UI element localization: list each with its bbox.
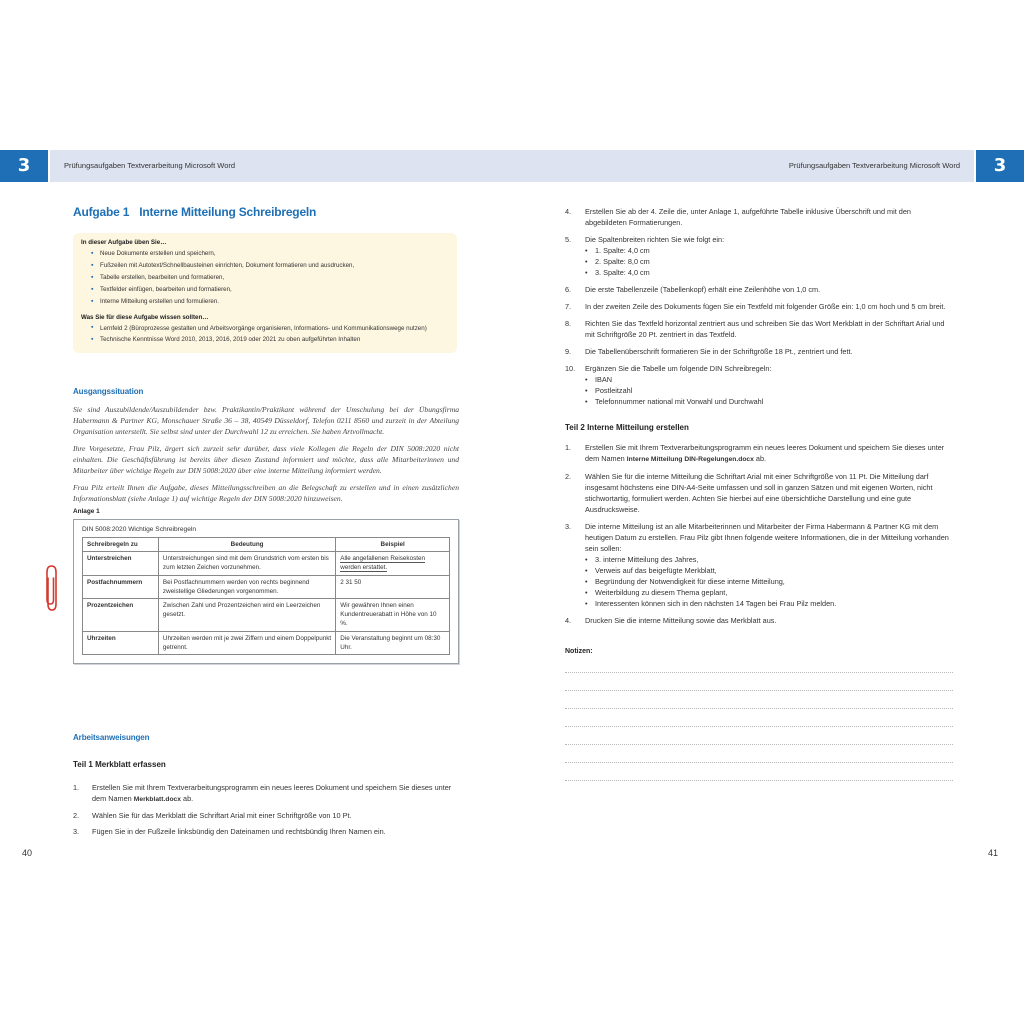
item-text: ab. <box>180 794 194 803</box>
list-item <box>73 782 463 805</box>
file-name: Merkblatt.docx <box>133 796 181 803</box>
rule-cell: Uhrzeiten <box>83 631 159 654</box>
rule-cell: Unterstreichen <box>83 552 159 575</box>
paperclip-icon <box>44 564 58 614</box>
item-number: 1. <box>565 443 572 452</box>
task-title <box>73 205 459 219</box>
list-item: ▪ Technische Kenntnisse Word 2010, 2013, 2016, 2019 oder 2021 zu oben aufgeführten Inhalten <box>81 334 451 346</box>
task-number: Aufgabe 1 <box>73 205 130 219</box>
note-line <box>565 763 953 781</box>
rule-cell: Postfachnummern <box>83 575 159 598</box>
item-text: Die Spaltenbreiten richten Sie wie folgt ein: <box>585 235 725 244</box>
chapter-number-right: 3 <box>976 150 1024 182</box>
rules-table <box>82 537 450 655</box>
running-title-right: Prüfungsaufgaben Textverarbeitung Microsoft Word <box>788 161 960 170</box>
sub-item: • 3. Spalte: 4,0 cm <box>585 267 953 278</box>
meaning-cell: Uhrzeiten werden mit je zwei Ziffern und einem Doppelpunkt getrennt. <box>158 631 335 654</box>
sub-item: • IBAN <box>585 374 953 385</box>
list-item <box>565 301 953 312</box>
list-item: ▪ Interne Mitteilung erstellen und formulieren. <box>81 296 451 308</box>
list-item <box>565 363 953 407</box>
anlage-label: Anlage 1 <box>73 508 100 515</box>
list-item: ▪ Tabelle erstellen, bearbeiten und formatieren, <box>81 272 451 284</box>
meaning-cell: Unterstreichungen sind mit dem Grundstrich vom ersten bis zum letzten Zeichen vorzunehmen. <box>158 552 335 575</box>
item-text: Erstellen Sie mit Ihrem Textverarbeitungsprogramm ein neues leeres Dokument und speichern Sie dieses unter dem Namen <box>585 443 945 463</box>
list-item <box>565 346 953 357</box>
teil1-heading: Teil 1 Merkblatt erfassen <box>73 760 166 769</box>
teil2-heading: Teil 2 Interne Mitteilung erstellen <box>565 423 689 432</box>
sub-item: • 3. interne Mitteilung des Jahres, <box>585 554 953 565</box>
sub-item: • 1. Spalte: 4,0 cm <box>585 245 953 256</box>
right-page <box>565 206 953 781</box>
item-text: Die Tabellenüberschrift formatieren Sie in der Schriftgröße 18 Pt., zentriert und fett. <box>585 347 853 356</box>
list-item <box>565 442 953 465</box>
situation-paragraph: Ihre Vorgesetzte, Frau Pilz, ärgert sich zurzeit sehr darüber, dass viele Kollegen die Regeln der DIN 5008:2020 nicht einhalten. Die Geschäftsführung ist bereits über diesen Zustand informiert und möchte, dass alle Mitarbeiterinnen und Mitarbeiter über wichtige Regeln zur DIN 5008:2020 über eine interne Mitteilung informiert werden. <box>73 444 459 475</box>
item-number: 6. <box>565 285 572 294</box>
item-number: 3. <box>73 827 80 836</box>
teil1-continued-list <box>565 206 953 407</box>
sub-item: • Telefonnummer national mit Vorwahl und Durchwahl <box>585 396 953 407</box>
table-row <box>83 631 450 654</box>
note-line <box>565 727 953 745</box>
task-name: Interne Mitteilung Schreibregeln <box>139 205 317 219</box>
page-number-left: 40 <box>22 848 33 858</box>
item-text: Die interne Mitteilung ist an alle Mitarbeiterinnen und Mitarbeiter der Firma Habermann & Partner KG mit dem heutigen Datum zu erstellen. Frau Pilz gibt Ihnen folgende weitere Informationen, die in der Mitteilung vorhanden sein sollen: <box>585 522 949 553</box>
note-line <box>565 745 953 763</box>
example-cell: Die Veranstaltung beginnt um 08:30 Uhr. <box>336 631 450 654</box>
notes-lines <box>565 655 953 781</box>
sub-item: • 2. Spalte: 8,0 cm <box>585 256 953 267</box>
item-number: 9. <box>565 347 572 356</box>
instructions-heading: Arbeitsanweisungen <box>73 733 150 742</box>
sub-list <box>585 554 953 609</box>
item-text: In der zweiten Zeile des Dokuments fügen Sie ein Textfeld mit folgender Größe ein: 1,0 cm hoch und 5 cm breit. <box>585 302 946 311</box>
item-number: 2. <box>73 811 80 820</box>
item-text: Fügen Sie in der Fußzeile linksbündig den Dateinamen und rechtsbündig Ihren Namen ein. <box>92 827 386 836</box>
item-number: 4. <box>565 616 572 625</box>
table-row <box>83 575 450 598</box>
item-text: Erstellen Sie ab der 4. Zeile die, unter Anlage 1, aufgeführte Tabelle inklusive Überschrift und mit den abgebildeten Formatierungen. <box>585 207 911 227</box>
info-box <box>73 233 457 353</box>
item-text: ab. <box>753 454 767 463</box>
example-cell <box>336 552 450 575</box>
item-number: 2. <box>565 472 572 481</box>
list-item <box>565 284 953 295</box>
note-line <box>565 691 953 709</box>
note-line <box>565 673 953 691</box>
underlined-example: Alle angefallenen Reisekosten werden erstattet. <box>340 555 425 572</box>
item-text: Erstellen Sie mit Ihrem Textverarbeitungsprogramm ein neues leeres Dokument und speichern Sie dieses unter dem Namen <box>92 783 452 803</box>
page-number-right: 41 <box>988 848 999 858</box>
list-item <box>565 234 953 278</box>
teil2-list <box>565 442 953 626</box>
list-item: ▪ Lernfeld 2 (Büroprozesse gestalten und Arbeitsvorgänge organisieren, Informations- und Kommunikationswege nutzen) <box>81 323 451 334</box>
sub-list <box>585 374 953 407</box>
running-title-left: Prüfungsaufgaben Textverarbeitung Microsoft Word <box>64 161 236 170</box>
list-item: ▪ Textfelder einfügen, bearbeiten und formatieren, <box>81 284 451 296</box>
info-heading-knowledge: Was Sie für diese Aufgabe wissen sollten… <box>81 314 209 321</box>
list-item <box>73 826 463 837</box>
sub-item: • Postleitzahl <box>585 385 953 396</box>
item-text: Wählen Sie für das Merkblatt die Schriftart Arial mit einer Schriftgröße von 10 Pt. <box>92 811 352 820</box>
rule-cell: Prozentzeichen <box>83 599 159 632</box>
example-cell: Wir gewähren Ihnen einen Kundentreuerabatt in Höhe von 10 %. <box>336 599 450 632</box>
left-page <box>73 205 459 664</box>
note-line <box>565 709 953 727</box>
meaning-cell: Bei Postfachnummern werden von rechts beginnend zweistellige Gliederungen vorgenommen. <box>158 575 335 598</box>
meaning-cell: Zwischen Zahl und Prozentzeichen wird ein Leerzeichen gesetzt. <box>158 599 335 632</box>
chapter-number-left: 3 <box>0 150 48 182</box>
item-number: 10. <box>565 364 576 373</box>
sub-item: • Weiterbildung zu diesem Thema geplant, <box>585 587 953 598</box>
practice-list <box>81 248 451 308</box>
item-text: Richten Sie das Textfeld horizontal zentriert aus und schreiben Sie das Wort Merkblatt in der Schriftart Arial und mit Schriftgröße 20 Pt. zentriert in das Textfeld. <box>585 319 945 339</box>
anlage-frame <box>73 519 459 664</box>
list-item: ▪ Fußzeilen mit Autotext/Schnellbausteinen einrichten, Dokument formatieren und ausdrucken, <box>81 260 451 272</box>
notes-heading: Notizen: <box>565 648 593 655</box>
item-number: 1. <box>73 783 80 792</box>
note-line <box>565 655 953 673</box>
sub-item: • Begründung der Notwendigkeit für diese interne Mitteilung, <box>585 576 953 587</box>
sub-item: • Verweis auf das beigefügte Merkblatt, <box>585 565 953 576</box>
list-item <box>73 810 463 821</box>
item-number: 5. <box>565 235 572 244</box>
situation-text <box>73 404 459 504</box>
item-number: 7. <box>565 302 572 311</box>
file-name: Interne Mitteilung DIN-Regelungen.docx <box>626 456 754 463</box>
list-item <box>565 471 953 515</box>
column-header: Beispiel <box>336 538 450 552</box>
example-cell: 2 31 50 <box>336 575 450 598</box>
situation-paragraph: Sie sind Auszubildende/Auszubildender bzw. Praktikantin/Praktikant während der Umschulung bei der Übungsfirma Habermann & Partner KG, Monschauer Straße 36 – 38, 40549 Düsseldorf, Telefon 0211 8560 und zurzeit in der Abteilung Organisation unterstellt. Sie selbst sind unter der Durchwahl 12 zu erreichen. Sie haben Artvollmacht. <box>73 405 459 436</box>
teil1-list <box>73 782 463 842</box>
info-heading-practice: In dieser Aufgabe üben Sie… <box>81 239 167 246</box>
list-item <box>565 615 953 626</box>
table-header-row <box>83 538 450 552</box>
item-text: Ergänzen Sie die Tabelle um folgende DIN Schreibregeln: <box>585 364 772 373</box>
list-item <box>565 206 953 228</box>
situation-heading: Ausgangssituation <box>73 387 144 396</box>
item-number: 3. <box>565 522 572 531</box>
sub-list <box>585 245 953 278</box>
table-row <box>83 552 450 575</box>
table-row <box>83 599 450 632</box>
header-band <box>0 150 1024 182</box>
list-item <box>565 521 953 609</box>
list-item: ▪ Neue Dokumente erstellen und speichern, <box>81 248 451 260</box>
column-header: Schreibregeln zu <box>83 538 159 552</box>
item-number: 4. <box>565 207 572 216</box>
knowledge-list <box>81 323 451 346</box>
item-text: Drucken Sie die interne Mitteilung sowie das Merkblatt aus. <box>585 616 777 625</box>
item-text: Die erste Tabellenzeile (Tabellenkopf) erhält eine Zeilenhöhe von 1,0 cm. <box>585 285 821 294</box>
item-text: Wählen Sie für die interne Mitteilung die Schriftart Arial mit einer Schriftgröße von 11 Pt. Die Mitteilung darf insgesamt höchstens eine DIN-A4-Seite umfassen und soll in ganzen Sätzen und mit eigenen Worten, nicht stichwortartig, formuliert werden. Achten Sie hierbei auf eine übersichtliche Darstellung und eine gute Ausdrucksweise. <box>585 472 933 514</box>
list-item <box>565 318 953 340</box>
anlage-title: DIN 5008:2020 Wichtige Schreibregeln <box>82 526 196 533</box>
item-number: 8. <box>565 319 572 328</box>
column-header: Bedeutung <box>158 538 335 552</box>
situation-paragraph: Frau Pilz erteilt Ihnen die Aufgabe, dieses Mitteilungsschreiben an die Belegschaft zu erstellen und in einen zusätzlichen Informationsblatt (siehe Anlage 1) auf wichtige Regeln der DIN 5008:2020 hinzuweisen. <box>73 483 459 503</box>
sub-item: • Interessenten können sich in den nächsten 14 Tagen bei Frau Pilz melden. <box>585 598 953 609</box>
